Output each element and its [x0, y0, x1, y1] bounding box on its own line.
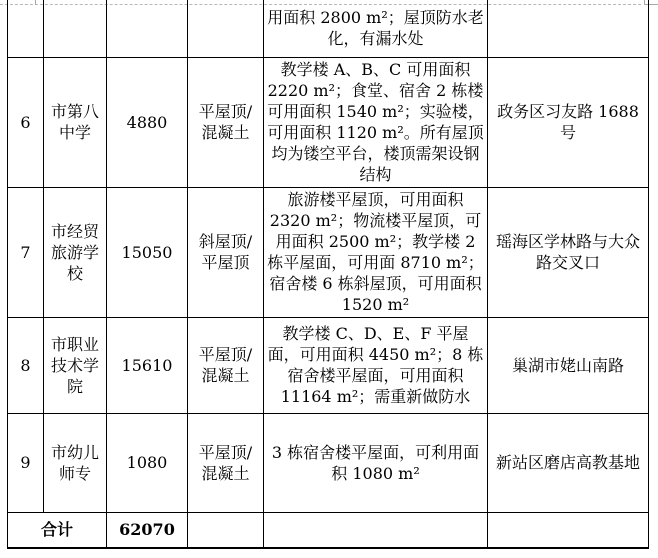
cell-row8-area: 15610: [107, 317, 188, 413]
cell-row6-description: 教学楼 A、B、C 可用面积 2220 m²；食堂、宿舍 2 栋楼可用面积 1540 m²；实验楼，可用面积 1120 m²。所有屋顶均为镂空平台，楼顶需架设钢结构: [264, 57, 488, 187]
cell-row6-area: 4880: [107, 57, 188, 187]
cell-row7-school: 市经贸旅游学校: [44, 187, 107, 317]
cell-row6-roof: 平屋顶/混凝土: [188, 57, 264, 187]
cell-total-area: 62070: [107, 512, 188, 548]
cell-partial-description: 用面积 2800 m²；屋顶防水老化，有漏水处: [264, 0, 488, 57]
table-row-total: [8, 512, 649, 548]
cell-row9-description: 3 栋宿舍楼平屋面，可利用面积 1080 m²: [264, 413, 488, 512]
cell-row9-area: 1080: [107, 413, 188, 512]
cell-partial-area: [107, 0, 188, 57]
cell-row6-no: 6: [8, 57, 44, 187]
cell-row9-address: 新站区磨店高教基地: [488, 413, 649, 512]
cell-row8-address: 巢湖市姥山南路: [488, 317, 649, 413]
cell-row9-no: 9: [8, 413, 44, 512]
cell-total-address-empty: [488, 512, 649, 548]
cell-row8-school: 市职业技术学院: [44, 317, 107, 413]
cell-row9-school: 市幼儿师专: [44, 413, 107, 512]
cell-partial-no: [8, 0, 44, 57]
cell-row7-area: 15050: [107, 187, 188, 317]
cell-row6-address: 政务区习友路 1688 号: [488, 57, 649, 187]
cell-row8-description: 教学楼 C、D、E、F 平屋面，可用面积 4450 m²；8 栋宿舍楼平屋面，可用面积 11164 m²；需重新做防水: [264, 317, 488, 413]
cell-row8-no: 8: [8, 317, 44, 413]
cell-total-roof-empty: [188, 512, 264, 548]
cell-row8-roof: 平屋顶/混凝土: [188, 317, 264, 413]
cell-partial-roof: [188, 0, 264, 57]
table-row-8: [8, 317, 649, 413]
cell-partial-school: [44, 0, 107, 57]
cell-total-description-empty: [264, 512, 488, 548]
cell-partial-address: [488, 0, 649, 57]
table-row-9: [8, 413, 649, 512]
table-row-7: [8, 187, 649, 317]
cell-row6-school: 市第八中学: [44, 57, 107, 187]
cell-row7-description: 旅游楼平屋顶，可用面积 2320 m²；物流楼平屋顶，可用面积 2500 m²；教学楼 2 栋平屋面，可用面 8710 m²；宿舍楼 6 栋斜屋顶，可用面积 1520 m²: [264, 187, 488, 317]
roof-survey-table: [7, 0, 649, 549]
table-row-6: [8, 57, 649, 187]
cell-row9-roof: 平屋顶/混凝土: [188, 413, 264, 512]
cell-row7-roof: 斜屋顶/平屋顶: [188, 187, 264, 317]
table-row-partial: [8, 0, 649, 57]
cell-row7-address: 瑶海区学林路与大众路交叉口: [488, 187, 649, 317]
cell-row7-no: 7: [8, 187, 44, 317]
cell-total-label: 合计: [8, 512, 107, 548]
